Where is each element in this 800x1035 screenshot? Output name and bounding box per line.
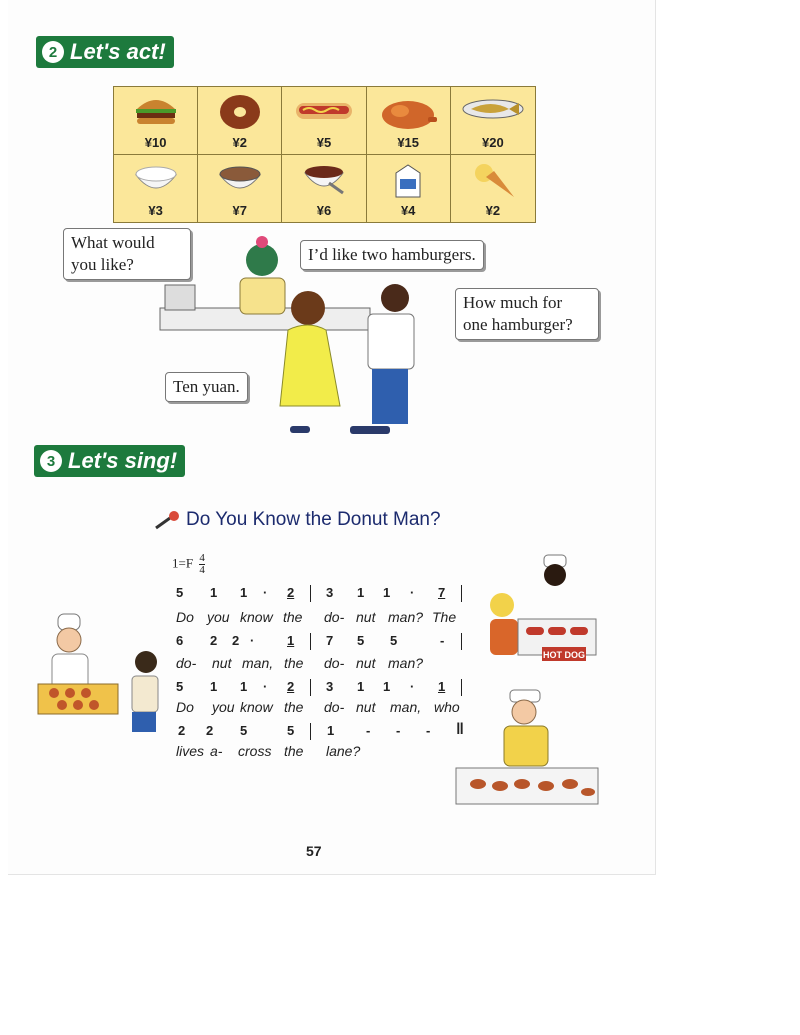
food-price: ¥15 [397,134,420,150]
lyrics-row [170,743,470,761]
soup-bowl-icon [299,161,349,199]
note: 1 [287,633,295,648]
note: 2 [287,679,295,694]
food-cell [367,155,451,223]
page-number: 57 [306,843,322,859]
note: 5 [240,723,248,738]
note: 5 [287,723,295,738]
lyrics-row [170,609,470,627]
food-price: ¥2 [485,203,501,218]
food-cell [198,155,282,223]
lyric: man, [390,699,422,715]
bar-line [310,679,311,696]
lyric: man? [388,609,424,625]
bubble-text: What would [71,233,155,252]
food-cell [198,87,282,155]
note: - [426,723,431,738]
note: 1 [357,585,365,600]
final-bar: ‖ [456,721,464,738]
note: 6 [176,633,184,648]
note: 5 [176,679,184,694]
rice-bowl-icon [131,161,181,197]
lyric: the [284,655,304,671]
lyric: man? [388,655,424,671]
food-cell [451,87,535,155]
lyric: do- [324,699,345,715]
bar-line [461,585,462,602]
note: 5 [176,585,184,600]
lyric: Do [176,699,194,715]
section-2-number: 2 [42,41,64,63]
lyric: The [432,609,457,625]
bar-line [310,633,311,650]
baker-with-donuts-illustration [34,612,164,737]
lyrics-row [170,655,470,673]
note: · [250,633,255,648]
food-cell [451,155,535,223]
roast-chicken-icon [376,93,440,131]
ice-cream-icon [468,161,518,201]
note: 5 [390,633,398,648]
food-price: ¥20 [482,134,504,150]
lyric: Do [176,609,194,625]
note: 1 [210,585,218,600]
note: 3 [326,679,334,694]
food-price-grid [113,86,536,223]
notes-row [170,633,470,651]
food-cell [114,87,198,155]
note: 2 [287,585,295,600]
lyric: nut [356,609,376,625]
lyric: do- [324,609,345,625]
hot-dog-sign: HOT DOG [543,650,585,660]
donut-icon [215,93,265,131]
food-price: ¥10 [144,134,167,150]
bubble-text: How much for [463,293,563,312]
food-price: ¥4 [400,203,416,218]
milk-carton-icon [388,161,428,199]
bar-line [461,633,462,650]
time-bottom: 4 [199,564,205,576]
food-cell [367,87,451,155]
food-cell [282,87,366,155]
note: · [263,585,268,600]
note: - [396,723,401,738]
speech-bubble-two-hamburgers [300,240,484,270]
note: 2 [178,723,186,738]
food-price: ¥7 [232,203,248,218]
lyric: lane? [326,743,361,759]
note: 2 [206,723,214,738]
lyric: cross [238,743,272,759]
notes-row [170,679,470,697]
speech-bubble-how-much [455,288,599,340]
note: 1 [210,679,218,694]
note: - [440,633,445,648]
lyric: you [207,609,230,625]
note: 3 [326,585,334,600]
bar-line [310,723,311,740]
bubble-text: Ten yuan. [173,377,240,396]
note: 1 [383,679,391,694]
notes-row [170,585,470,603]
food-cell [282,155,366,223]
note: 1 [438,679,446,694]
note: 2 [210,633,218,648]
bubble-text: one hamburger? [463,315,573,334]
lyric: a- [210,743,223,759]
lyric: do- [324,655,345,671]
section-2-title: Let's act! [70,39,166,64]
lyric: the [284,699,304,715]
section-2-header [36,36,174,68]
note: · [410,679,415,694]
note: 1 [240,585,248,600]
food-price: ¥5 [316,134,332,150]
bubble-text: I’d like two hamburgers. [308,245,476,264]
note: 2 [232,633,240,648]
lyrics-row [170,699,470,717]
hamburger-icon [131,93,181,129]
time-top: 4 [199,552,205,564]
lyric: know [240,699,273,715]
hot-dog-icon [293,93,355,127]
note: 1 [240,679,248,694]
note: · [263,679,268,694]
time-signature [199,553,205,576]
note: 5 [357,633,365,648]
note: 1 [383,585,391,600]
food-price: ¥6 [316,203,332,218]
song-title: Do You Know the Donut Man? [186,509,441,530]
lyric: who [434,699,460,715]
lyric: nut [356,655,376,671]
hot-dog-vendor-illustration [482,553,602,671]
lyric: do- [176,655,197,671]
lyric: nut [356,699,376,715]
food-price: ¥2 [232,134,248,150]
bar-line [310,585,311,602]
lyric: man, [242,655,274,671]
food-price: ¥3 [148,203,163,218]
key-signature: 1=F [172,555,194,571]
note: · [410,585,415,600]
note: 7 [438,585,446,600]
lyric: the [284,743,304,759]
donut-shop-illustration [452,688,602,813]
microphone-icon [152,510,184,532]
note: - [366,723,371,738]
note: 7 [326,633,334,648]
section-3-header [34,445,185,477]
lyric: know [240,609,273,625]
lyric: lives [176,743,205,759]
section-3-title: Let's sing! [68,448,178,473]
speech-bubble-what-would [63,228,191,280]
note: 1 [357,679,365,694]
bubble-text: you like? [71,255,134,274]
lyric: you [212,699,235,715]
noodle-bowl-icon [215,161,265,197]
section-3-number: 3 [40,450,62,472]
song-key [172,553,205,576]
lyric: the [283,609,303,625]
note: 1 [327,723,335,738]
lyric: nut [212,655,232,671]
speech-bubble-ten-yuan [165,372,248,402]
fish-icon [461,93,525,123]
notes-row [170,723,470,741]
food-cell [114,155,198,223]
